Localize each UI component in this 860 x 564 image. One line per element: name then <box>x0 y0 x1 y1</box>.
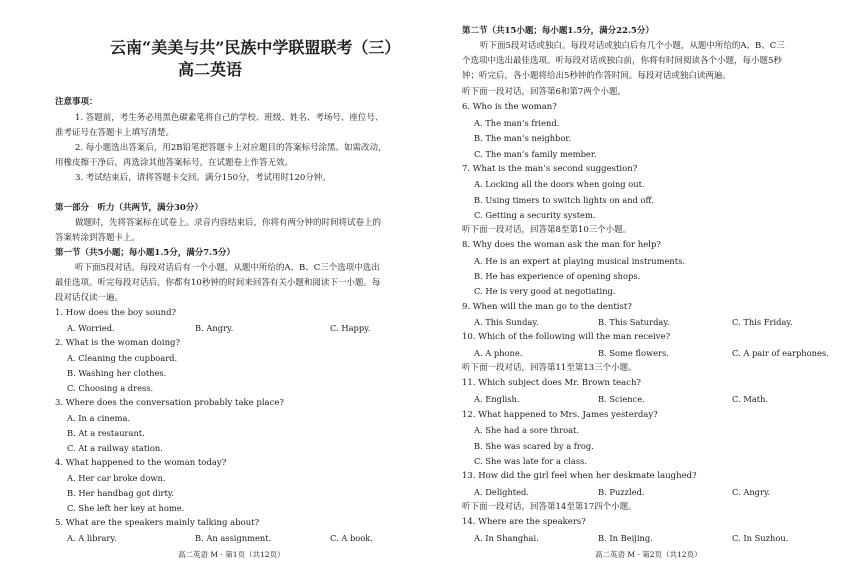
instruction: 听下面一段对话，回答第6和第7两个小题。 <box>462 87 626 97</box>
section-desc: 听下面5段对话。每段对话后有一个小题，从题中所给的A、B、C三个选项中选出 <box>75 263 380 273</box>
section-heading: 第一节（共5小题；每小题1.5分，满分7.5分） <box>55 248 235 258</box>
option: C. Angry. <box>732 487 771 497</box>
instruction: 听下面一段对话，回答第8至第10三个小题。 <box>462 225 632 235</box>
option: B. Some flowers. <box>598 348 669 358</box>
option: C. Getting a security system. <box>474 210 596 220</box>
section-heading: 第二节（共15小题；每小题1.5分，满分22.5分） <box>462 26 654 36</box>
option: C. In Suzhou. <box>732 533 789 543</box>
option: B. He has experience of opening shops. <box>474 271 641 281</box>
question-text: 12. What happened to Mrs. James yesterday? <box>462 410 658 420</box>
option: A. In Shanghai. <box>474 533 539 543</box>
option: A. She had a sore throat. <box>474 425 579 435</box>
option: B. In Beijing. <box>598 533 653 543</box>
option: C. He is very good at negotiating. <box>474 286 616 296</box>
option: A. Worried. <box>67 323 115 333</box>
page-footer: 高二英语 M · 第2页（共12页） <box>595 550 702 559</box>
question-text: 10. Which of the following will the man receive? <box>462 332 671 342</box>
option: C. She was late for a class. <box>474 456 587 466</box>
option: B. The man’s neighbor. <box>474 133 572 143</box>
option: C. The man’s family member. <box>474 149 597 159</box>
option: A. Cleaning the cupboard. <box>67 353 178 363</box>
part-desc: 答案转涂到答题卡上。 <box>55 233 141 243</box>
option: B. This Saturday. <box>598 317 670 327</box>
instruction: 听下面一段对话，回答第11至第13三个小题。 <box>462 363 637 373</box>
option: A. A library. <box>67 533 117 543</box>
notice-line: 1. 答题前，考生务必用黑色碳素笔将自己的学校、班级、姓名、考场号、座位号、 <box>75 113 384 123</box>
option: C. This Friday. <box>732 317 793 327</box>
option: A. English. <box>474 394 520 404</box>
notice-line: 准考证号在答题卡上填写清楚。 <box>55 128 175 138</box>
question-text: 9. When will the man go to the dentist? <box>462 302 632 312</box>
section-desc: 段对话仅读一遍。 <box>55 293 124 303</box>
exam-subtitle: 高二英语 <box>178 60 243 79</box>
notice-line: 3. 考试结束后，请将答题卡交回。满分150分，考试用时120分钟。 <box>75 173 331 183</box>
option: B. An assignment. <box>195 533 272 543</box>
exam-title: 云南“美美与共”民族中学联盟联考（三） <box>110 38 401 57</box>
option: B. Angry. <box>195 323 234 333</box>
question-text: 3. Where does the conversation probably take place? <box>55 398 284 408</box>
option: C. Math. <box>732 394 769 404</box>
question-text: 6. Who is the woman? <box>462 102 557 112</box>
part-desc: 做题时，先将答案标在试卷上。录音内容结束后，你将有两分钟的时间将试卷上的 <box>75 218 382 228</box>
option: B. Science. <box>598 394 645 404</box>
option: C. A pair of earphones. <box>732 348 829 358</box>
option: A. The man’s friend. <box>474 118 560 128</box>
option: B. Her handbag got dirty. <box>67 488 175 498</box>
option: C. At a railway station. <box>67 443 163 453</box>
section-desc: 听下面5段对话或独白。每段对话或独白后有几个小题，从题中所给的A、B、C三 <box>480 41 785 51</box>
option: C. Choosing a dress. <box>67 383 154 393</box>
option: C. She left her key at home. <box>67 503 185 513</box>
option: C. A book. <box>330 533 373 543</box>
option: A. Delighted. <box>474 487 529 497</box>
option: B. Using timers to switch lights on and off. <box>474 195 654 205</box>
option: A. This Sunday. <box>474 317 539 327</box>
section-desc: 个选项中选出最佳选项。听每段对话或独白前，你将有时间阅读各个小题，每小题5秒 <box>462 56 782 66</box>
option: C. Happy. <box>330 323 371 333</box>
section-desc: 最佳选项。听完每段对话后，你都有10秒钟的时间来回答有关小题和阅读下一小题。每 <box>55 278 381 288</box>
question-text: 4. What happened to the woman today? <box>55 458 227 468</box>
option: A. He is an expert at playing musical instruments. <box>474 256 685 266</box>
question-text: 7. What is the man’s second suggestion? <box>462 164 638 174</box>
question-text: 1. How does the boy sound? <box>55 308 177 318</box>
option: A. In a cinema. <box>67 413 131 423</box>
option: B. Washing her clothes. <box>67 368 167 378</box>
part-heading: 第一部分 听力（共两节，满分30分） <box>55 203 203 213</box>
option: A. Locking all the doors when going out. <box>474 179 645 189</box>
notice-line: 2. 每小题选出答案后，用2B铅笔把答题卡上对应题目的答案标号涂黑。如需改动， <box>75 143 387 153</box>
option: B. She was scared by a frog. <box>474 441 594 451</box>
instruction: 听下面一段对话，回答第14至第17四个小题。 <box>462 502 637 512</box>
question-text: 13. How did the girl feel when her deskmate laughed? <box>462 471 697 481</box>
option: A. A phone. <box>474 348 523 358</box>
option: B. Puzzled. <box>598 487 645 497</box>
section-desc: 钟；听完后，各小题将给出5秒钟的作答时间。每段对话或独白读两遍。 <box>462 71 731 81</box>
notice-title: 注意事项： <box>55 97 98 107</box>
question-text: 2. What is the woman doing? <box>55 338 181 348</box>
question-text: 5. What are the speakers mainly talking about? <box>55 518 260 528</box>
question-text: 11. Which subject does Mr. Brown teach? <box>462 378 641 388</box>
question-text: 14. Where are the speakers? <box>462 517 586 527</box>
notice-line: 用橡皮擦干净后，再选涂其他答案标号。在试题卷上作答无效。 <box>55 158 294 168</box>
question-text: 8. Why does the woman ask the man for help? <box>462 240 661 250</box>
page-footer: 高二英语 M · 第1页（共12页） <box>178 550 285 559</box>
option: B. At a restaurant. <box>67 428 145 438</box>
option: A. Her car broke down. <box>67 473 166 483</box>
